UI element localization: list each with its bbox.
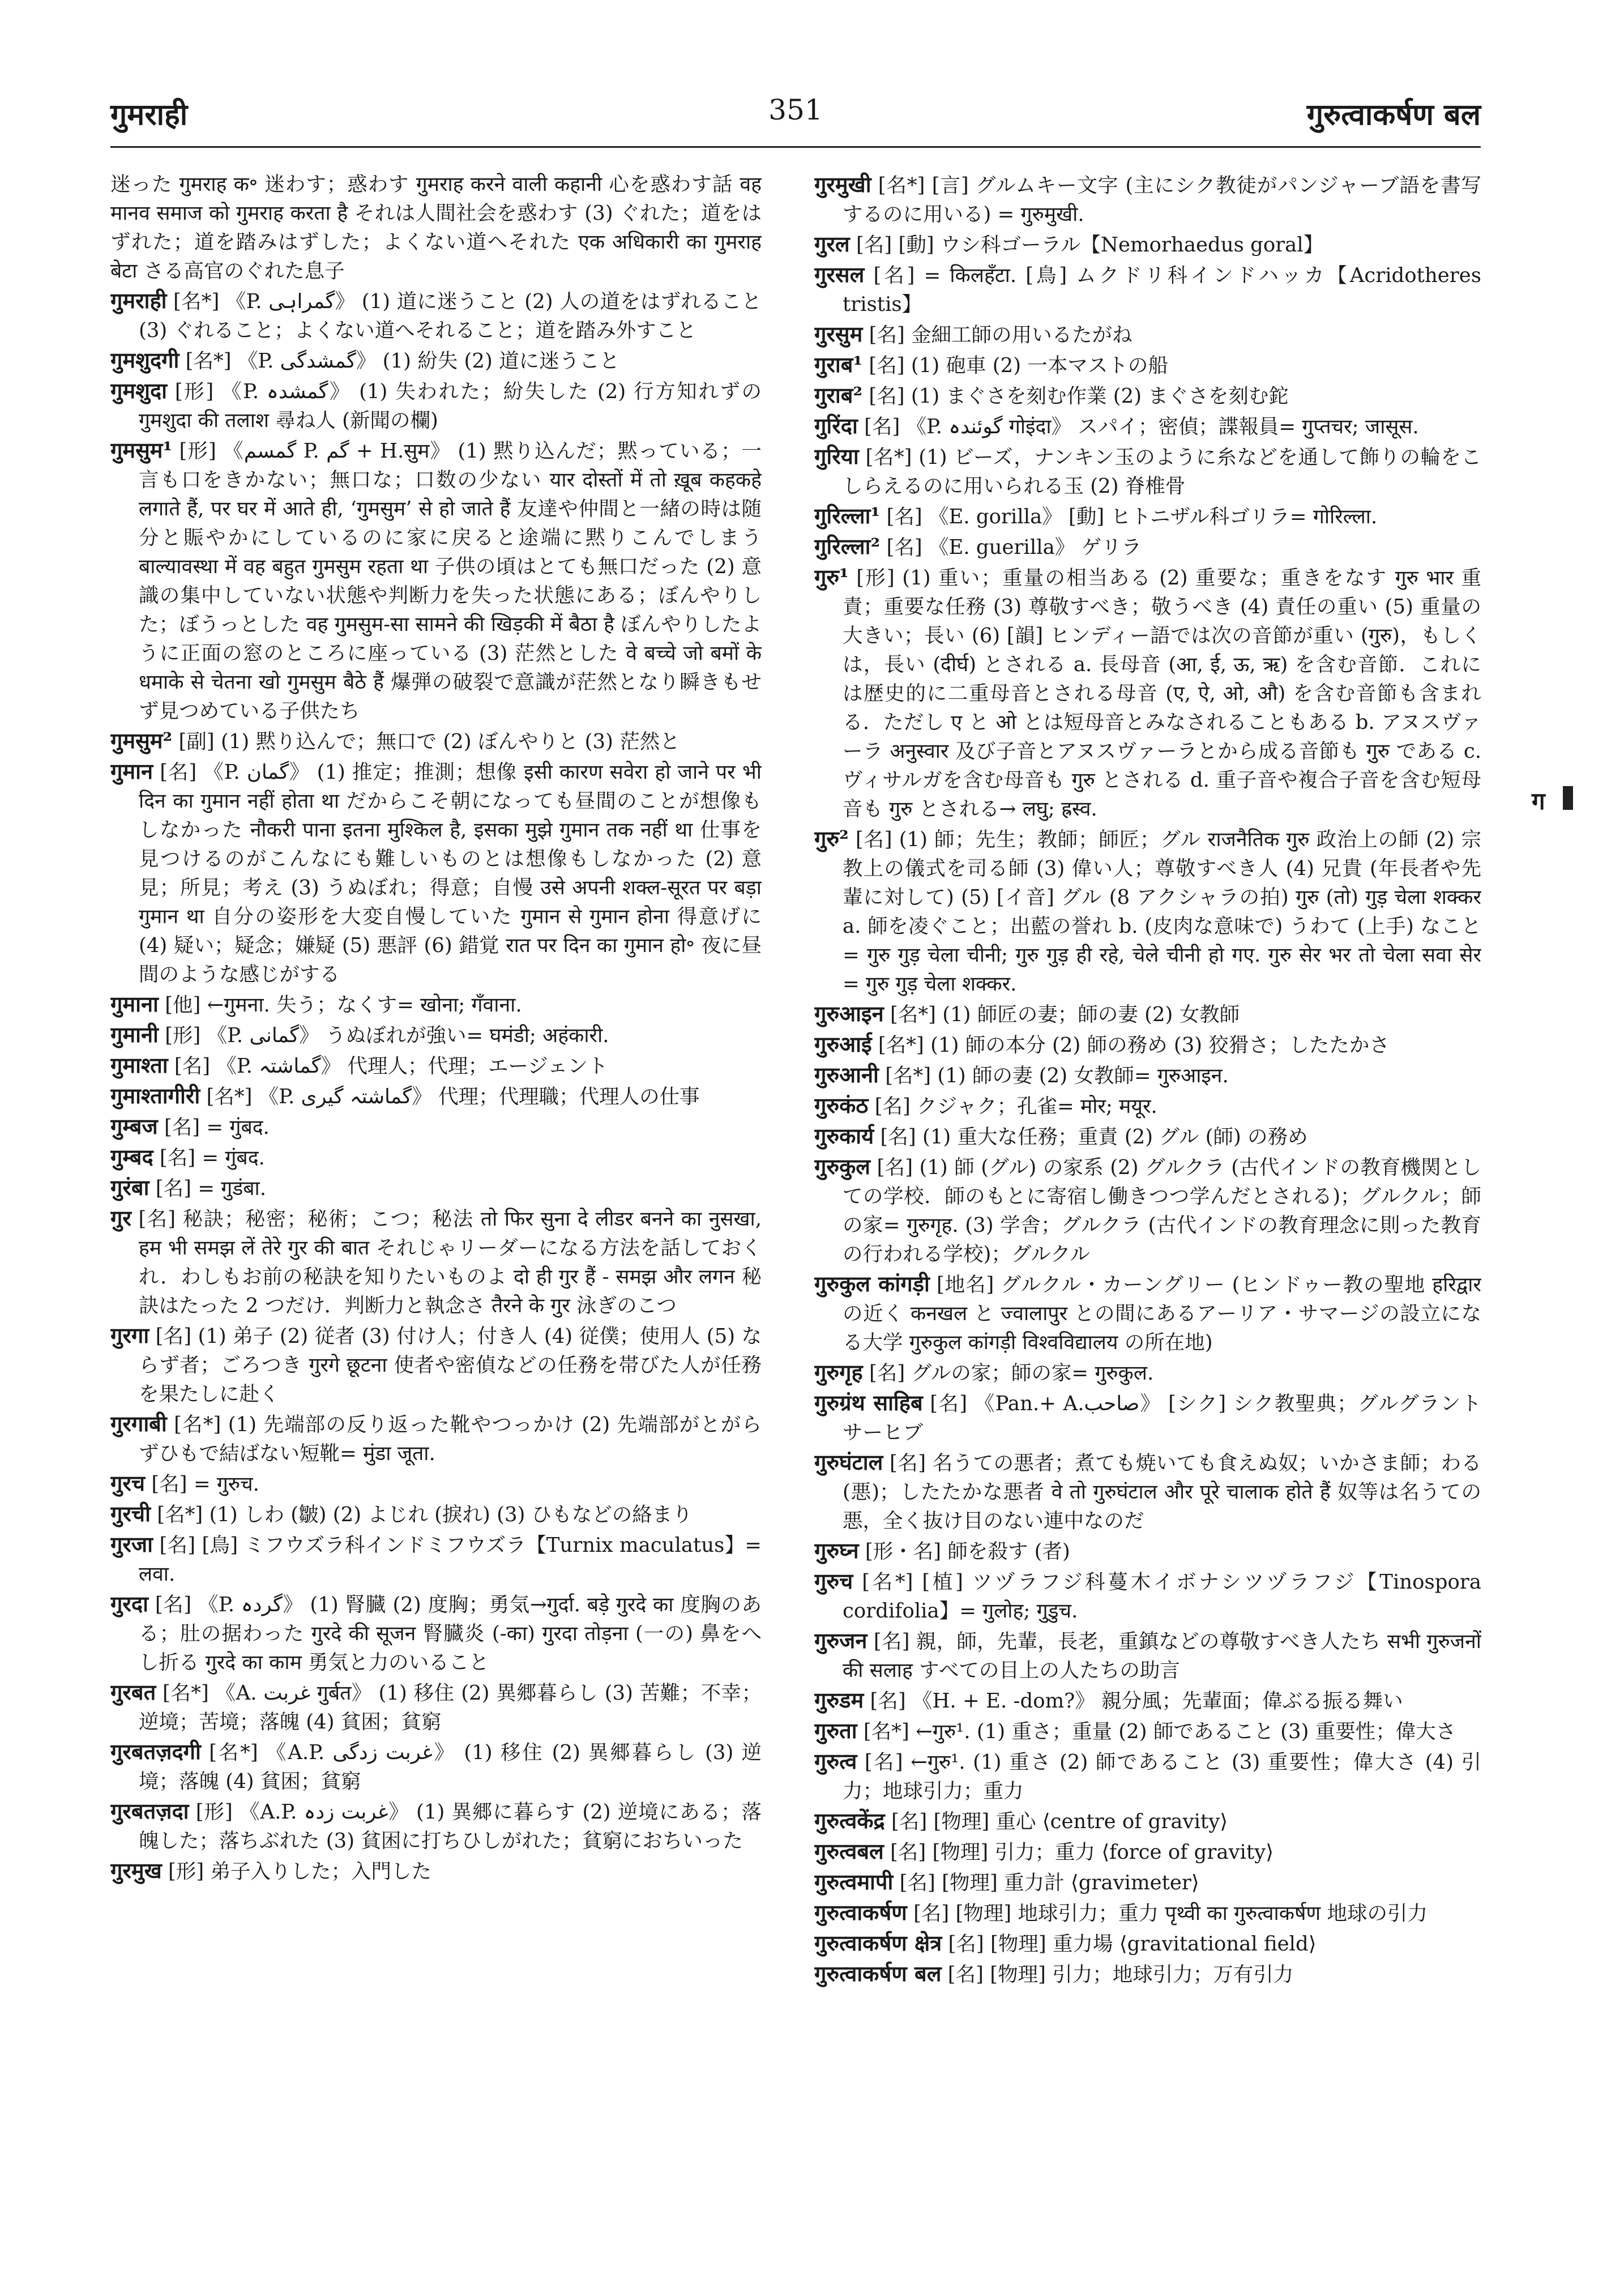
- dictionary-entry: [814, 170, 1481, 229]
- dictionary-entry: [814, 319, 1481, 349]
- entry-definition: [名] クジャク；孔雀= मोर; मयूर.: [874, 1095, 1157, 1118]
- entry-definition: [名*] (1) ビーズ，ナンキン玉のように糸などを通して飾りの輪をこしらえるのに用いられる玉 (2) 脊椎骨: [843, 446, 1481, 498]
- dictionary-entry: [814, 1867, 1481, 1897]
- dictionary-entry: [814, 411, 1481, 441]
- entry-definition: [名] (1) 重大な任務；重責 (2) グル (師) の務め: [880, 1125, 1308, 1149]
- entry-headword: गुमशुदगी: [110, 347, 180, 373]
- entry-definition: [名] 《P. گردہ》 (1) 腎臓 (2) 度胸；勇気→गुर्दा. बड़े गुरदे का 度胸のある；肚の据わった गुरदे की सूजन 腎臓炎 (-का) गुरदा तोड़ना (一の) 鼻をへし折る गुरदे का काम 勇気と力のいること: [139, 1593, 762, 1674]
- entry-definition: [形] 《A.P. غربت زدہ》 (1) 異郷に暮らす (2) 逆境にある；落魄した；落ちぶれた (3) 貧困に打ちひしがれた；貧窮におちいった: [139, 1800, 762, 1853]
- entry-headword: गुरुआइन: [814, 1001, 884, 1026]
- dictionary-entry: [814, 1060, 1481, 1090]
- dictionary-entry: [814, 1091, 1481, 1121]
- dictionary-entry: [814, 1747, 1481, 1806]
- entry-headword: गुरुआई: [814, 1031, 872, 1057]
- dictionary-entry: [110, 726, 762, 756]
- entry-headword: गुरुकुल: [814, 1154, 871, 1179]
- entry-headword: गुरच: [110, 1470, 146, 1496]
- dictionary-entry: [814, 824, 1481, 998]
- entry-headword: गुरबतज़दगी: [110, 1739, 201, 1764]
- entry-definition: [名*] (1) 先端部の反り返った靴やつっかけ (2) 先端部がとがらずひもで結ばない短靴= मुंडा जूता.: [139, 1413, 762, 1465]
- entry-headword: गुरु¹: [814, 564, 849, 590]
- entry-headword: गुराब²: [814, 382, 863, 408]
- dictionary-entry: [814, 501, 1481, 531]
- entry-definition: [名] = गुंबद.: [159, 1146, 265, 1170]
- entry-headword: गुरुघ्न: [814, 1538, 859, 1563]
- entry-headword: गुरिया: [814, 443, 859, 469]
- entry-definition: [名] = गुडंबा.: [155, 1177, 267, 1200]
- left-column: [110, 170, 762, 2237]
- entry-headword: गुमसुम²: [110, 728, 173, 753]
- entry-headword: गुरुच: [814, 1568, 853, 1594]
- entry-headword: गुम्बज: [110, 1113, 158, 1139]
- dictionary-entry: [814, 1716, 1481, 1746]
- dictionary-entry: [814, 1448, 1481, 1535]
- entry-definition: [形] (1) 重い；重量の相当ある (2) 重要な；重きをなす गुरु भार 重責；重要な任務 (3) 尊敬すべき；敬うべき (4) 責任の重い (5) 重量の大きい；長い (6) [韻] ヒンディー語では次の音節が重い (गुरु)，もしくは，長い (दीर्घ) とされる a. 長母音 (आ, ई, ऊ, ऋ) を含む音節．これには歴史的に二重母音とされる母音 (ए, ऐ, ओ, औ) を含む音節も含まれる．ただし ए と ओ とは短母音とみなされることもある b. アヌスヴァーラ अनुस्वार 及び子音とアヌスヴァーラとから成る音節も गुरु である c. ヴィサルガを含む母音も गुरु とされる d. 重子音や複合子音を含む短母音も गुरु とされる→ लघु; ह्रस्व.: [843, 566, 1481, 821]
- entry-definition: [名*] 《A. غربت गुर्बत》 (1) 移住 (2) 異郷暮らし (3) 苦難；不幸；逆境；苦境；落魄 (4) 貧困；貧窮: [139, 1681, 762, 1734]
- entry-headword: गुर: [110, 1205, 131, 1231]
- entry-definition: [名] 《E. gorilla》 [動] ヒトニザル科ゴリラ= गोरिल्ला.: [886, 505, 1378, 528]
- entry-headword: गुरगाबी: [110, 1411, 167, 1436]
- entry-headword: गुरुघंटाल: [814, 1449, 883, 1475]
- dictionary-entry: [110, 1499, 762, 1529]
- entry-definition: [名] 《E. guerilla》 ゲリラ: [886, 536, 1142, 559]
- entry-definition: [名] = गुरुच.: [151, 1472, 259, 1496]
- entry-definition: [形・名] 師を殺す (者): [865, 1540, 1070, 1563]
- entry-headword: गुमानी: [110, 1022, 159, 1047]
- entry-headword: गुरुकुल कांगड़ी: [814, 1271, 930, 1296]
- dictionary-entry: [110, 1469, 762, 1499]
- entry-definition: [形] 《P. گمشدہ》 (1) 失われた；紛失した (2) 行方知れずの गुमशुदा की तलाश 尋ね人 (新聞の欄): [139, 380, 762, 432]
- entry-headword: गुरुत्वाकर्षण बल: [814, 1961, 942, 1986]
- entry-headword: गुमशुदा: [110, 378, 167, 403]
- entry-headword: गुरजा: [110, 1531, 153, 1557]
- dictionary-entry: [110, 1142, 762, 1172]
- dictionary-entry: [110, 436, 762, 725]
- entry-definition: [名*] (1) 師の本分 (2) 師の務め (3) 狡猾さ；したたかさ: [878, 1034, 1390, 1057]
- entry-headword: गुरुत्वबल: [814, 1838, 884, 1864]
- dictionary-entry: [110, 1530, 762, 1589]
- entry-definition: [名] [物理] 引力；重力 ⟨force of gravity⟩: [890, 1841, 1274, 1864]
- dictionary-entry: [110, 1173, 762, 1203]
- dictionary-entry: [814, 532, 1481, 562]
- dictionary-entry: [110, 1081, 762, 1111]
- entry-definition: [名] 《H. + E. -dom?》 親分風；先輩面；偉ぶる振る舞い: [870, 1689, 1403, 1713]
- entry-headword: गुमान: [110, 758, 153, 784]
- entry-headword: गुमाना: [110, 991, 159, 1017]
- entry-headword: गुरुकंठ: [814, 1092, 869, 1118]
- entry-definition: [名] 《P. گماشتہ》 代理人；代理；エージェント: [174, 1055, 608, 1078]
- dictionary-entry: [814, 1685, 1481, 1715]
- entry-headword: गुरिल्ला²: [814, 533, 881, 559]
- dictionary-entry: [110, 1678, 762, 1736]
- entry-headword: गुरगा: [110, 1322, 149, 1348]
- entry-definition: [名] (1) 師 (グル) の家系 (2) グルクラ (古代インドの教育機関としての学校．師のもとに寄宿し働きつつ学んだとされる)；グルクル；師の家= गुरुगृह. (3) 学舎；グルクラ (古代インドの教育理念に則った教育の行われる学校)；グルクル: [843, 1156, 1481, 1266]
- entry-definition: [形] 弟子入りした；入門した: [168, 1860, 432, 1883]
- dictionary-entry: [814, 999, 1481, 1029]
- entry-headword: गुमसुम¹: [110, 437, 173, 463]
- entry-headword: गुरुता: [814, 1718, 857, 1743]
- entry-definition: [名*] 《A.P. غربت زدگی》 (1) 移住 (2) 異郷暮らし (3) 逆境；落魄 (4) 貧困；貧窮: [139, 1741, 762, 1793]
- entry-headword: गुरुत्वाकर्षण क्षेत्र: [814, 1930, 942, 1956]
- page-number: 351: [768, 93, 823, 126]
- entry-definition: [名] (1) まぐさを刻む作業 (2) まぐさを刻む鉈: [869, 385, 1289, 408]
- entry-definition: [名] ←गुरु¹. (1) 重さ (2) 師であること (3) 重要性；偉大さ (4) 引力；地球引力；重力: [843, 1751, 1481, 1803]
- entry-headword: गुरल: [814, 231, 850, 257]
- entry-definition: [名] 《P. گوئندہ गोइंदा》 スパイ；密偵；諜報員= गुप्तचर; जासूस.: [864, 415, 1419, 438]
- entry-headword: गुरुत्वमापी: [814, 1869, 894, 1894]
- dictionary-entry: [814, 1626, 1481, 1685]
- entry-headword: गुरुआनी: [814, 1062, 879, 1087]
- dictionary-entry: [814, 229, 1481, 259]
- entry-definition: [名*] (1) 師の妻 (2) 女教師= गुरुआइन.: [885, 1064, 1229, 1087]
- dictionary-entry: [110, 1737, 762, 1796]
- entry-headword: गुरु²: [814, 826, 849, 851]
- dictionary-entry: [110, 345, 762, 375]
- entry-definition: [名] 金細工師の用いるたがね: [869, 323, 1132, 347]
- entry-headword: गुरबतज़दा: [110, 1798, 189, 1824]
- dictionary-entry: [814, 1536, 1481, 1566]
- header-last-headword: गुरुत्वाकर्षण बल: [1306, 97, 1481, 132]
- dictionary-entry: [110, 1589, 762, 1677]
- dictionary-entry: [110, 757, 762, 989]
- entry-headword: गुरुग्रंथ साहिब: [814, 1390, 923, 1415]
- dictionary-entry: [814, 350, 1481, 380]
- dictionary-entry: [110, 1409, 762, 1468]
- entry-definition: [名] [物理] 引力；地球引力；万有引力: [947, 1963, 1294, 1986]
- right-column: [814, 170, 1481, 2237]
- dictionary-entry: [814, 1388, 1481, 1447]
- entry-definition: [名*] ←गुरु¹. (1) 重さ；重量 (2) 師であること (3) 重要性；偉大さ: [863, 1720, 1456, 1743]
- dictionary-entry: [110, 286, 762, 345]
- entry-headword: गुरची: [110, 1501, 151, 1526]
- entry-headword: गुरमुख: [110, 1858, 162, 1883]
- entry-definition: [名*] (1) 師匠の妻；師の妻 (2) 女教師: [890, 1003, 1240, 1026]
- entry-definition: [名] = किलहँटा. [鳥] ムクドリ科インドハッカ【Acridotheres tristis】: [843, 264, 1481, 316]
- dictionary-entry: [814, 1567, 1481, 1625]
- dictionary-entry: [814, 1121, 1481, 1151]
- entry-definition: [名] (1) 弟子 (2) 従者 (3) 付け人；付き人 (4) 従僕；使用人 (5) ならず者；ごろつき गुरगे छूटना 使者や密偵などの任務を帯びた人が任務を果たしに赴く: [139, 1325, 762, 1406]
- entry-definition: [名] 秘訣；秘密；秘術；こつ；秘法 तो फिर सुना दे लीडर बनने का नुसखा, हम भी समझ लें तेरे गुर की बात それじゃリーダーになる方法を話しておくれ．わしもお前の秘訣を知りたいものよ दो ही गुर हैं - समझ और लगन 秘訣はたった 2 つだけ．判断力と執念さ तैरने के गुर 泳ぎのこつ: [138, 1207, 762, 1317]
- entry-headword: गुमाश्तागीरी: [110, 1083, 200, 1108]
- dictionary-entry: [814, 1269, 1481, 1357]
- dictionary-entry: [110, 1856, 762, 1886]
- dictionary-entry: [814, 1898, 1481, 1928]
- dictionary-entry: [814, 1358, 1481, 1388]
- thumb-index-letter: ग: [1532, 787, 1545, 815]
- dictionary-entry: [110, 170, 762, 285]
- entry-definition: [他] ←गुमना. 失う；なくす= खोना; गँवाना.: [165, 993, 522, 1017]
- entry-definition: [副] (1) 黙り込んで；無口で (2) ぼんやりと (3) 茫然と: [178, 730, 680, 753]
- entry-definition: [名] (1) 師；先生；教師；師匠；グル राजनैतिक गुरु 政治上の師 (2) 宗教上の儀式を司る師 (3) 偉い人；尊敬すべき人 (4) 兄貴 (年長者や先輩に対して) (5) [イ音] グル (8 アクシャラの拍) गुरु (तो) गुड़ चेला शक्कर a. 師を凌ぐこと；出藍の誉れ b. (皮肉な意味で) うわて (上手) なこと= गुरु गुड़ चेला चीनी; गुरु गुड़ ही रहे, चेले चीनी हो गए. गुरु सेर भर तो चेला सवा सेर = गुरु गुड़ चेला शक्कर.: [843, 828, 1481, 996]
- header-rule: [110, 146, 1481, 148]
- entry-definition: [名*] (1) しわ (皺) (2) よじれ (捩れ) (3) ひもなどの絡まり: [157, 1503, 693, 1526]
- dictionary-entry: [814, 562, 1481, 823]
- dictionary-entry: [814, 1030, 1481, 1060]
- dictionary-entry: [110, 1203, 762, 1320]
- header-first-headword: गुमराही: [110, 97, 188, 132]
- entry-definition: [名] [物理] 重心 ⟨centre of gravity⟩: [891, 1810, 1228, 1833]
- entry-definition: [地名] グルクル・カーングリー (ヒンドゥー教の聖地 हरिद्वार の近く कनखल と ज्वालापुर との間にあるアーリア・サマージの設立になる大学 गुरुकुल कांगड़ी विश्वविद्यालय の所在地): [843, 1273, 1481, 1354]
- entry-definition: [名*] 《P. گمراہی》 (1) 道に迷うこと (2) 人の道をはずれること (3) ぐれること；よくない道へそれること；道を踏み外すこと: [139, 290, 762, 342]
- entry-definition: [名] 親，師，先輩，長老，重鎮などの尊敬すべき人たち सभी गुरुजनों की सलाह すべての目上の人たちの助言: [843, 1630, 1481, 1682]
- page-header: [110, 93, 1481, 139]
- dictionary-entry: [814, 381, 1481, 411]
- dictionary-entry: [814, 1806, 1481, 1836]
- dictionary-entry: [814, 260, 1481, 319]
- entry-definition: [形] 《P. گمانی》 うぬぼれが強い= घमंडी; अहंकारी.: [165, 1024, 609, 1047]
- entry-headword: गुरिंदा: [814, 413, 858, 438]
- entry-headword: गुरुजन: [814, 1628, 867, 1653]
- thumb-index-tab: [1563, 786, 1573, 810]
- entry-definition: [名] 《P. گمان》 (1) 推定；推測；想像 इसी कारण सवेरा हो जाने पर भी दिन का गुमान नहीं होता था だからこそ朝になっても昼間のことが想像もしなかった नौकरी पाना इतना मुश्किल है, इसका मुझे गुमान तक नहीं था 仕事を見つけるのがこんなにも難しいものとは想像もしなかった (2) 意見；所見；考え (3) うぬぼれ；得意；自慢 उसे अपनी शक्ल-सूरत पर बड़ा गुमान था 自分の姿形を大変自慢していた गुमान से गुमान होना 得意げに (4) 疑い；疑念；嫌疑 (5) 悪評 (6) 錯覚 रात पर दिन का गुमान हो॰ 夜に昼間のような感じがする: [139, 761, 762, 986]
- dictionary-entry: [814, 1928, 1481, 1958]
- entry-headword: गुरमुखी: [814, 172, 871, 197]
- entry-headword: गुरुगृह: [814, 1359, 863, 1385]
- entry-headword: गुरंबा: [110, 1175, 149, 1200]
- dictionary-entry: [814, 1837, 1481, 1867]
- entry-headword: गुरुत्वाकर्षण: [814, 1900, 907, 1925]
- entry-definition: [名] [物理] 重力計 ⟨gravimeter⟩: [899, 1871, 1199, 1894]
- dictionary-entry: [110, 1796, 762, 1855]
- dictionary-entry: [110, 989, 762, 1019]
- entry-definition: [名*] [言] グルムキー文字 (主にシク教徒がパンジャーブ語を書写するのに用いる) = गुरुमुखी.: [843, 174, 1481, 226]
- entry-definition: 迷った गुमराह क॰ 迷わす；惑わす गुमराह करने वाली कहानी 心を惑わす話 वह मानव समाज को गुमराह करता है それは人間社会を惑わす (3) ぐれた；道をはずれた；道を踏みはずした；よくない道へそれた एक अधिकारी का गुमराह बेटा さる高官のぐれた息子: [110, 173, 762, 283]
- dictionary-entry: [814, 1152, 1481, 1269]
- entry-definition: [名] = गुंबद.: [164, 1116, 270, 1139]
- entry-headword: गुमाश्ता: [110, 1052, 168, 1078]
- entry-definition: [名] 名うての悪者；煮ても焼いても食えぬ奴；いかさま師；わる (悪)；したたかな悪者 वे तो गुरुघंटाल और पूरे चालाक होते हैं 奴等は名うての悪，全く抜け目のない連中なのだ: [843, 1452, 1481, 1533]
- dictionary-entry: [110, 1112, 762, 1142]
- entry-definition: [形] 《گمسم P. گم + H.सुम》 (1) 黙り込んだ；黙っている；一言も口をきかない；無口な；口数の少ない यार दोस्तों में तो ख़ूब कहकहे लगाते हैं, पर घर में आते ही, ‘गुमसुम’ से हो जाते हैं 友達や仲間と一緒の時は随分と賑やかにしているのに家に戻ると途端に黙りこんでしまう बाल्यावस्था में वह बहुत गुमसुम रहता था 子供の頃はとても無口だった (2) 意識の集中していない状態や判断力を失った状態にある；ぼんやりした；ぼうっとした वह गुमसुम-सा सामने की खिड़की में बैठा है ぼんやりしたように正面の窓のところに座っている (3) 茫然とした वे बच्चे जो बमों के धमाके से चेतना खो गुमसुम बैठे हैं 爆弾の破裂で意識が茫然となり瞬きもせず見つめている子供たち: [139, 439, 762, 723]
- dictionary-entry: [110, 376, 762, 435]
- entry-headword: गुरबत: [110, 1679, 156, 1705]
- entry-definition: [名*] 《P. گمشدگی》 (1) 紛失 (2) 道に迷うこと: [185, 349, 620, 373]
- entry-headword: गुरदा: [110, 1591, 148, 1616]
- entry-headword: गुरसल: [814, 262, 865, 287]
- entry-definition: [名] グルの家；師の家= गुरुकुल.: [869, 1361, 1154, 1385]
- entry-headword: गुरुत्वकेंद्र: [814, 1808, 885, 1833]
- entry-definition: [名] [鳥] ミフウズラ科インドミフウズラ【Turnix maculatus】= लवा.: [139, 1534, 762, 1586]
- dictionary-entry: [110, 1051, 762, 1081]
- entry-headword: गुरुत्व: [814, 1748, 857, 1774]
- dictionary-entry: [814, 442, 1481, 501]
- entry-definition: [名] 《Pan.+ A.صاحب》 [シク] シク教聖典；グルグラントサーヒブ: [843, 1392, 1481, 1444]
- entry-headword: गुरसुम: [814, 321, 863, 347]
- entry-definition: [名] [物理] 重力場 ⟨gravitational field⟩: [948, 1932, 1317, 1956]
- entry-headword: गुरिल्ला¹: [814, 503, 881, 528]
- dictionary-entry: [110, 1321, 762, 1409]
- entry-headword: गुमराही: [110, 288, 167, 313]
- entry-headword: गुरुडम: [814, 1687, 864, 1713]
- entry-definition: [名] [動] ウシ科ゴーラル【Nemorhaedus goral】: [856, 233, 1324, 257]
- entry-headword: गुराब¹: [814, 352, 863, 377]
- entry-headword: गुरुकार्य: [814, 1123, 874, 1149]
- dictionary-entry: [814, 1959, 1481, 1989]
- entry-definition: [名] [物理] 地球引力；重力 पृथ्वी का गुरुत्वाकर्षण 地球の引力: [913, 1902, 1428, 1925]
- entry-definition: [名*] [植] ツヅラフジ科蔓木イボナシツヅラフジ【Tinospora cordifolia】= गुलोह; गुडुच.: [843, 1570, 1481, 1623]
- entry-headword: गुम्बद: [110, 1144, 153, 1170]
- entry-definition: [名*] 《P. گماشتہ گیری》 代理；代理職；代理人の仕事: [206, 1085, 700, 1108]
- entry-definition: [名] (1) 砲車 (2) 一本マストの船: [869, 354, 1168, 377]
- dictionary-entry: [110, 1020, 762, 1050]
